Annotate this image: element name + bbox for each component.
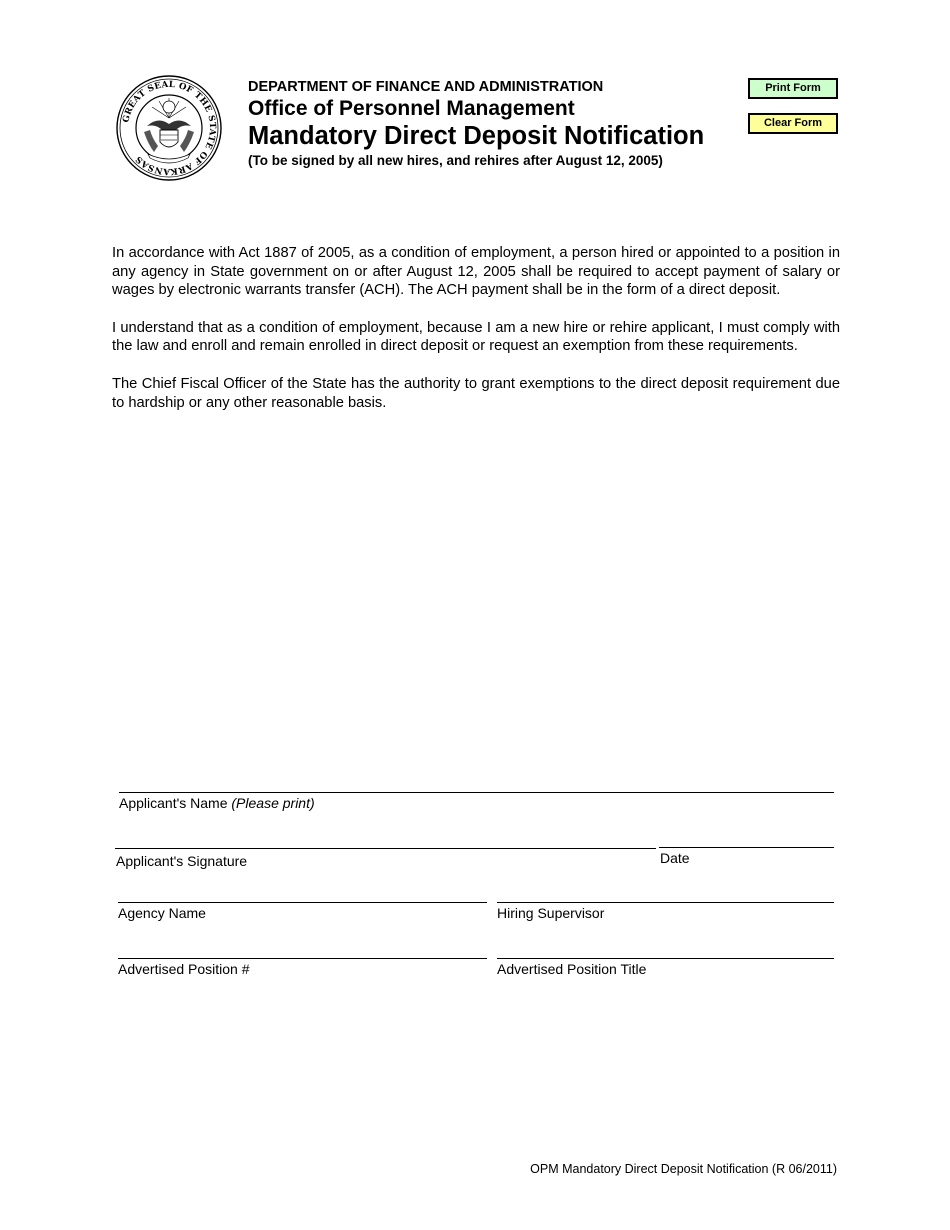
state-seal-icon — [114, 74, 224, 182]
applicant-name-field[interactable] — [119, 792, 834, 793]
date-label: Date — [660, 850, 690, 866]
position-title-field[interactable] — [497, 958, 834, 959]
position-number-field[interactable] — [118, 958, 487, 959]
clear-form-button[interactable]: Clear Form — [748, 113, 838, 134]
form-title: Mandatory Direct Deposit Notification — [248, 122, 705, 150]
hiring-supervisor-label: Hiring Supervisor — [497, 905, 605, 921]
paragraph-understand: I understand that as a condition of employment, because I am a new hire or rehire applicant, I must comply with the law and enroll and remain enrolled in direct deposit or request an exemption from these requirements. — [112, 319, 840, 355]
position-number-label: Advertised Position # — [118, 961, 250, 977]
paragraph-exemptions: The Chief Fiscal Officer of the State has the authority to grant exemptions to the direct deposit requirement due to hardship or any other reasonable basis. — [112, 375, 840, 411]
applicant-name-label: Applicant's Name (Please print) — [119, 795, 315, 811]
agency-name-field[interactable] — [118, 902, 487, 903]
date-field[interactable] — [659, 847, 834, 848]
form-body — [112, 244, 840, 431]
department-heading: DEPARTMENT OF FINANCE AND ADMINISTRATION — [248, 79, 604, 95]
applicant-signature-field[interactable] — [115, 848, 656, 849]
form-footer-id: OPM Mandatory Direct Deposit Notification (R 06/2011) — [530, 1162, 837, 1176]
seal-text: GREAT SEAL OF THE STATE OF ARKANSAS — [121, 79, 218, 177]
applicant-name-hint: (Please print) — [231, 795, 315, 811]
hiring-supervisor-field[interactable] — [497, 902, 834, 903]
applicant-signature-label: Applicant's Signature — [116, 853, 248, 869]
print-form-button[interactable]: Print Form — [748, 78, 838, 99]
office-heading: Office of Personnel Management — [248, 97, 575, 120]
form-header — [248, 78, 704, 169]
position-title-label: Advertised Position Title — [497, 961, 647, 977]
form-subtitle: (To be signed by all new hires, and rehires after August 12, 2005) — [248, 153, 663, 168]
agency-name-label: Agency Name — [118, 905, 206, 921]
paragraph-act-1887: In accordance with Act 1887 of 2005, as a condition of employment, a person hired or appointed to a position in any agency in State government on or after August 12, 2005 shall be required to accept payment of salary or wages by electronic warrants transfer (ACH). The ACH payment shall be in the form of a direct deposit. — [112, 245, 840, 299]
